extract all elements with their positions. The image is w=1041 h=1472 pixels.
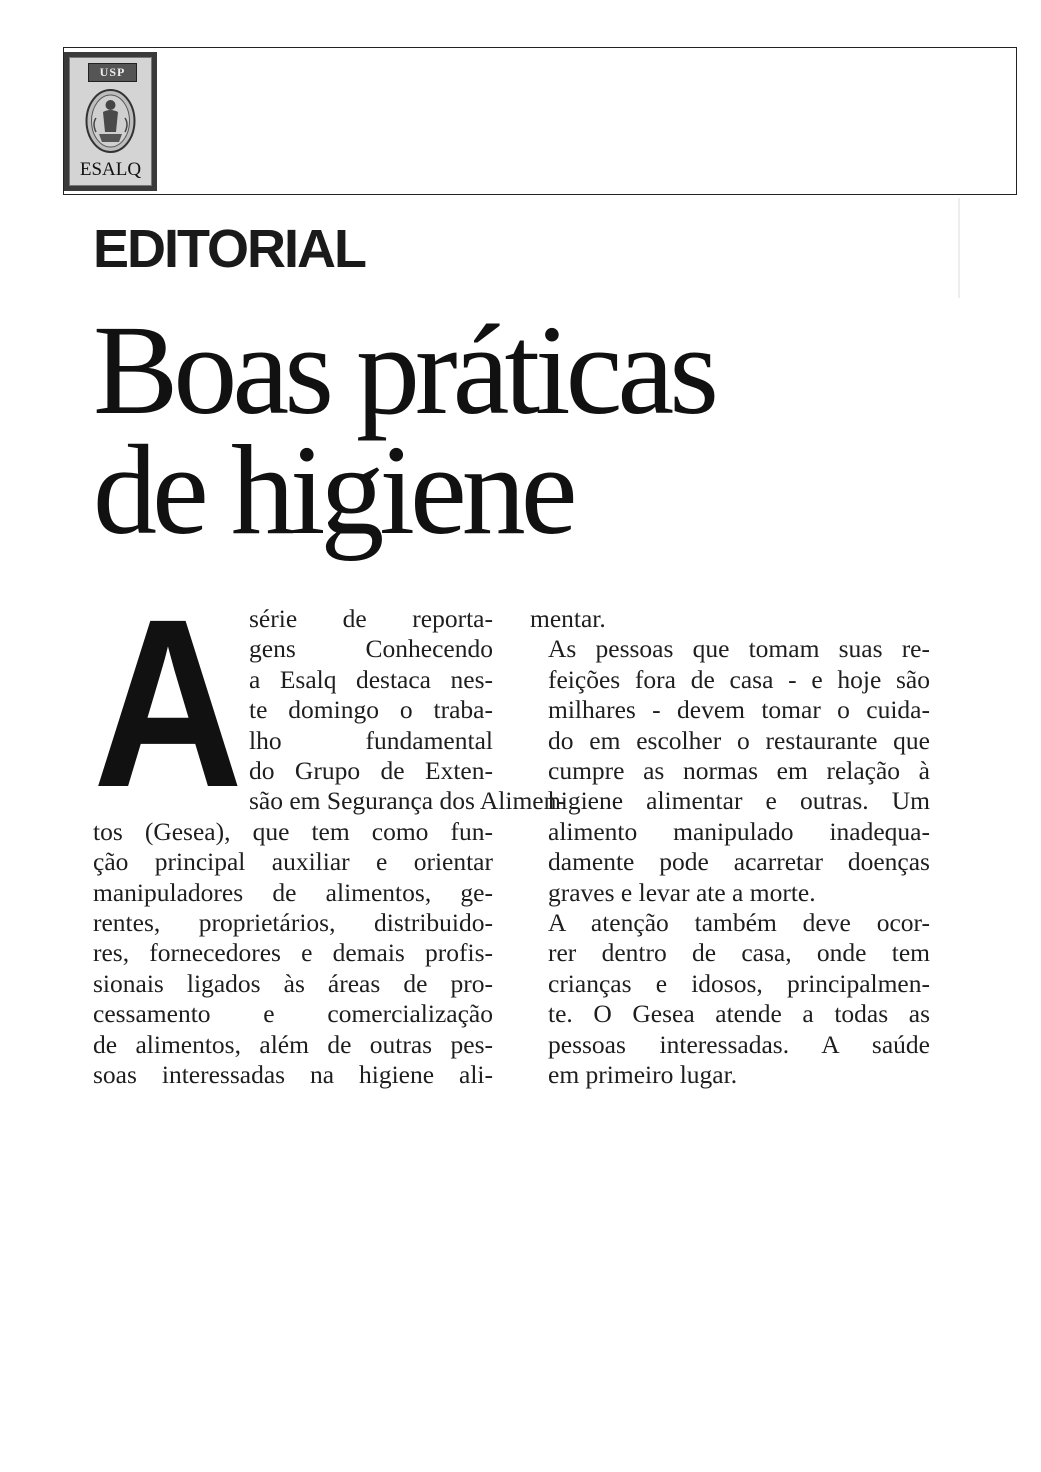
text-line: em primeiro lugar. <box>548 1060 738 1090</box>
text-line: crianças e idosos, principalmen- <box>548 968 930 998</box>
text-line: são em Segurança dos Alimen- <box>249 786 565 816</box>
headline-line-1: Boas práticas <box>93 299 714 441</box>
text-line: lho fundamental <box>249 725 493 755</box>
usp-esalq-logo <box>64 52 157 191</box>
right-column <box>530 604 930 1091</box>
text-line: cessamento e comercialização <box>93 999 493 1029</box>
text-line: rentes, proprietários, distribuido- <box>93 908 493 938</box>
text-line: As pessoas que tomam suas re- <box>548 634 930 664</box>
text-line: cumpre as normas em relação à <box>548 756 930 786</box>
text-line: de alimentos, além de outras pes- <box>93 1029 493 1059</box>
left-column <box>93 604 565 1091</box>
text-line: te domingo o traba- <box>249 695 493 725</box>
text-line: do em escolher o restaurante que <box>548 725 930 755</box>
text-line: ção principal auxiliar e orientar <box>93 847 493 877</box>
paragraph-1-continued <box>530 604 930 634</box>
article-body <box>93 604 933 1114</box>
text-line: A atenção também deve ocor- <box>548 908 930 938</box>
logo-bottom-text: ESALQ <box>79 159 142 180</box>
drop-cap <box>93 604 243 790</box>
text-line: série de reporta- <box>249 604 493 633</box>
text-line: milhares - devem tomar o cuida- <box>548 695 930 725</box>
text-line: gens Conhecendo <box>249 634 493 664</box>
logo-top-text: USP <box>88 63 137 82</box>
text-line: tos (Gesea), que tem como fun- <box>93 816 493 846</box>
headline-line-2: de higiene <box>93 419 573 561</box>
text-line: sionais ligados às áreas de pro- <box>93 968 493 998</box>
text-line: graves e levar ate a morte. <box>548 877 816 907</box>
text-line: a Esalq destaca nes- <box>249 664 493 694</box>
text-line: manipuladores de alimentos, ge- <box>93 877 493 907</box>
headline <box>93 299 953 561</box>
column-rule <box>958 198 960 298</box>
drop-cap-letter: A <box>93 604 243 790</box>
text-line: damente pode acarretar doenças <box>548 847 930 877</box>
section-label: EDITORIAL <box>93 219 366 279</box>
text-line: alimento manipulado inadequa- <box>548 816 930 846</box>
text-line: do Grupo de Exten- <box>249 756 493 786</box>
text-line: rer dentro de casa, onde tem <box>548 938 930 968</box>
text-line: feições fora de casa - e hoje são <box>548 664 930 694</box>
text-line: res, fornecedores e demais profis- <box>93 938 493 968</box>
text-line: mentar. <box>530 604 606 633</box>
header-frame <box>63 47 1017 195</box>
drop-cap-glyph <box>93 604 243 790</box>
paragraph-3 <box>530 908 930 1090</box>
text-line: te. O Gesea atende a todas as <box>548 999 930 1029</box>
logo-panel <box>69 57 152 186</box>
text-line: pessoas interessadas. A saúde <box>548 1029 930 1059</box>
text-line: soas interessadas na higiene ali- <box>93 1060 493 1090</box>
text-line: higiene alimentar e outras. Um <box>548 786 930 816</box>
paragraph-2 <box>530 634 930 908</box>
university-seal-icon <box>84 88 137 154</box>
